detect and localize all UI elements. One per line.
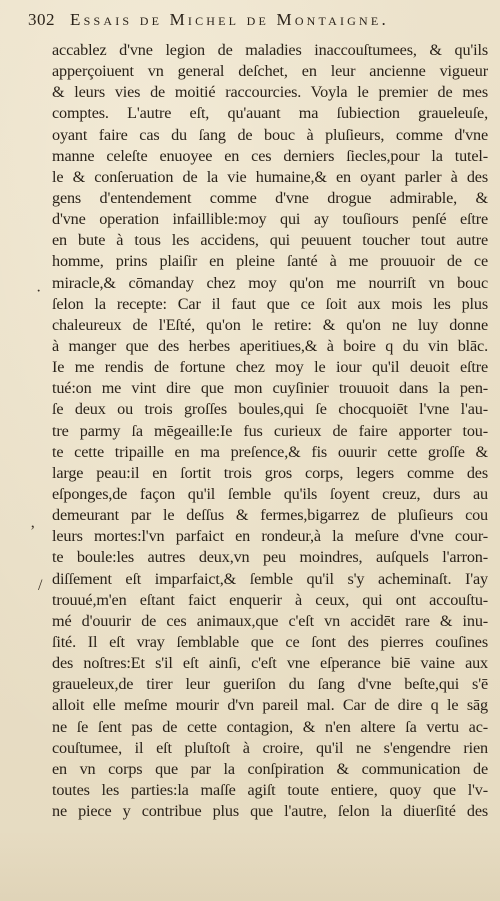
running-title: Essais de Michel de Montaigne. — [70, 10, 389, 29]
text-line: accablez d'vne legion de maladies inaccouſtumees, & qu'ils — [52, 41, 488, 59]
text-line: manne celeſte enuoyee en ces derniers ſiecles,pour la tutel- — [52, 146, 488, 165]
text-line: alloit elle meſme mourir d'vn pareil mal. Car de dire q le sāg — [52, 696, 488, 715]
paper-stain — [0, 831, 500, 901]
text-line: couſtumee, il eſt pluſtoſt à croire, qu'il ne s'engendre rien — [52, 738, 488, 757]
text-line: graueleux,de tirer leur gueriſon du ſang d'vne beſte,qui s'ē — [52, 675, 488, 694]
margin-mark: / — [38, 577, 43, 594]
text-line: large peau:il en ſortit trois gros corps, legers comme des — [52, 463, 488, 482]
page-header — [28, 8, 488, 38]
text-line: d'vne operation infaillible:moy qui ay touſiours penſé eſtre — [52, 210, 488, 229]
margin-mark: · — [36, 283, 42, 300]
text-line: ne piece y contribue plus que l'autre, ſelon la diuerſité des — [52, 802, 488, 821]
text-line: apperçoiuent vn general deſchet, en leur ancienne vigueur — [52, 62, 488, 81]
text-line: ne ſe ſent pas de cette contagion, & n'en altere ſa vertu ac- — [52, 717, 488, 736]
text-line: ſité. Il eſt vray ſemblable que ce ſont des pierres couſines — [52, 632, 488, 651]
text-line: comptes. L'autre eſt, qu'auant ma ſubiection graueleuſe, — [52, 104, 488, 123]
text-line: leurs mortes:l'vn parfaict en rondeur,à la meſure d'vne cour- — [52, 527, 488, 546]
text-line: ſe deux ou trois groſſes boules,qui ſe chocquoiēt l'vne l'au- — [52, 400, 488, 419]
text-line: toutes les parties:la maſſe agiſt toute entiere, quoy que l'v- — [52, 780, 488, 799]
text-line: tre parmy ſa mēgeaille:Ie fus curieux de faire apporter tou- — [52, 421, 488, 440]
text-line: & leurs vies de moitié raccourcies. Voyla le premier de mes — [52, 83, 488, 102]
text-line: Ie me rendis de fortune chez moy le iour qu'il deuoit eſtre — [52, 358, 488, 377]
text-line: en bute à tous les accidens, qui peuuent toucher tout autre — [52, 231, 488, 250]
text-line: à manger que des herbes aperitiues,& à boire q du vin blāc. — [52, 336, 488, 355]
text-line: demeurant par le deſſus & fermes,bigarrez de pluſieurs cou — [52, 506, 488, 525]
text-line: chaleureux de l'Eſté, qu'on le retire: & qu'on ne luy donne — [52, 315, 488, 334]
text-line: gens d'entendement comme d'vne drogue admirable, & — [52, 188, 488, 207]
text-line: trouué,m'en eſtant faict enquerir à ceux, qui ont accouſtu- — [52, 590, 488, 609]
text-line: homme, prins plaiſir en pleine ſanté à me prouuoir de ce — [52, 252, 488, 271]
margin-mark: ‚ — [30, 514, 36, 531]
text-line: le & conſeruation de la vie humaine,& en oyant parler à des — [52, 167, 488, 186]
text-line: oyant faire cas du ſang de bouc à pluſieurs, comme d'vne — [52, 125, 488, 144]
text-line: des noſtres:Et s'il eſt ainſi, c'eſt vne eſperance biē vaine aux — [52, 654, 488, 673]
body-text — [52, 40, 488, 822]
text-line: te cette tripaille en ma preſence,& fis ouurir cette groſſe & — [52, 442, 488, 461]
text-line: ſelon la recepte: Car il faut que ce ſoit aux mois les plus — [52, 294, 488, 313]
text-line: tué:on me vint dire que mon cuyſinier trouuoit dans la pen- — [52, 379, 488, 398]
text-line: miracle,& cōmanday chez moy qu'on me nourriſt vn bouc — [52, 273, 488, 292]
page-number: 302 — [28, 10, 55, 29]
text-line: en vn corps que par la conſpiration & communication de — [52, 759, 488, 778]
text-line: eſponges,de façon qu'il ſemble qu'ils ſoyent creuz, durs au — [52, 484, 488, 503]
text-line: mé d'ouurir de ces animaux,que c'eſt vn accidēt rare & inu- — [52, 611, 488, 630]
text-line: te boule:les autres deux,vn peu moindres, auſquels l'arron- — [52, 548, 488, 567]
text-line: diſſement eſt imparfaict,& ſemble qu'il s'y acheminaſt. I'ay — [52, 569, 488, 588]
